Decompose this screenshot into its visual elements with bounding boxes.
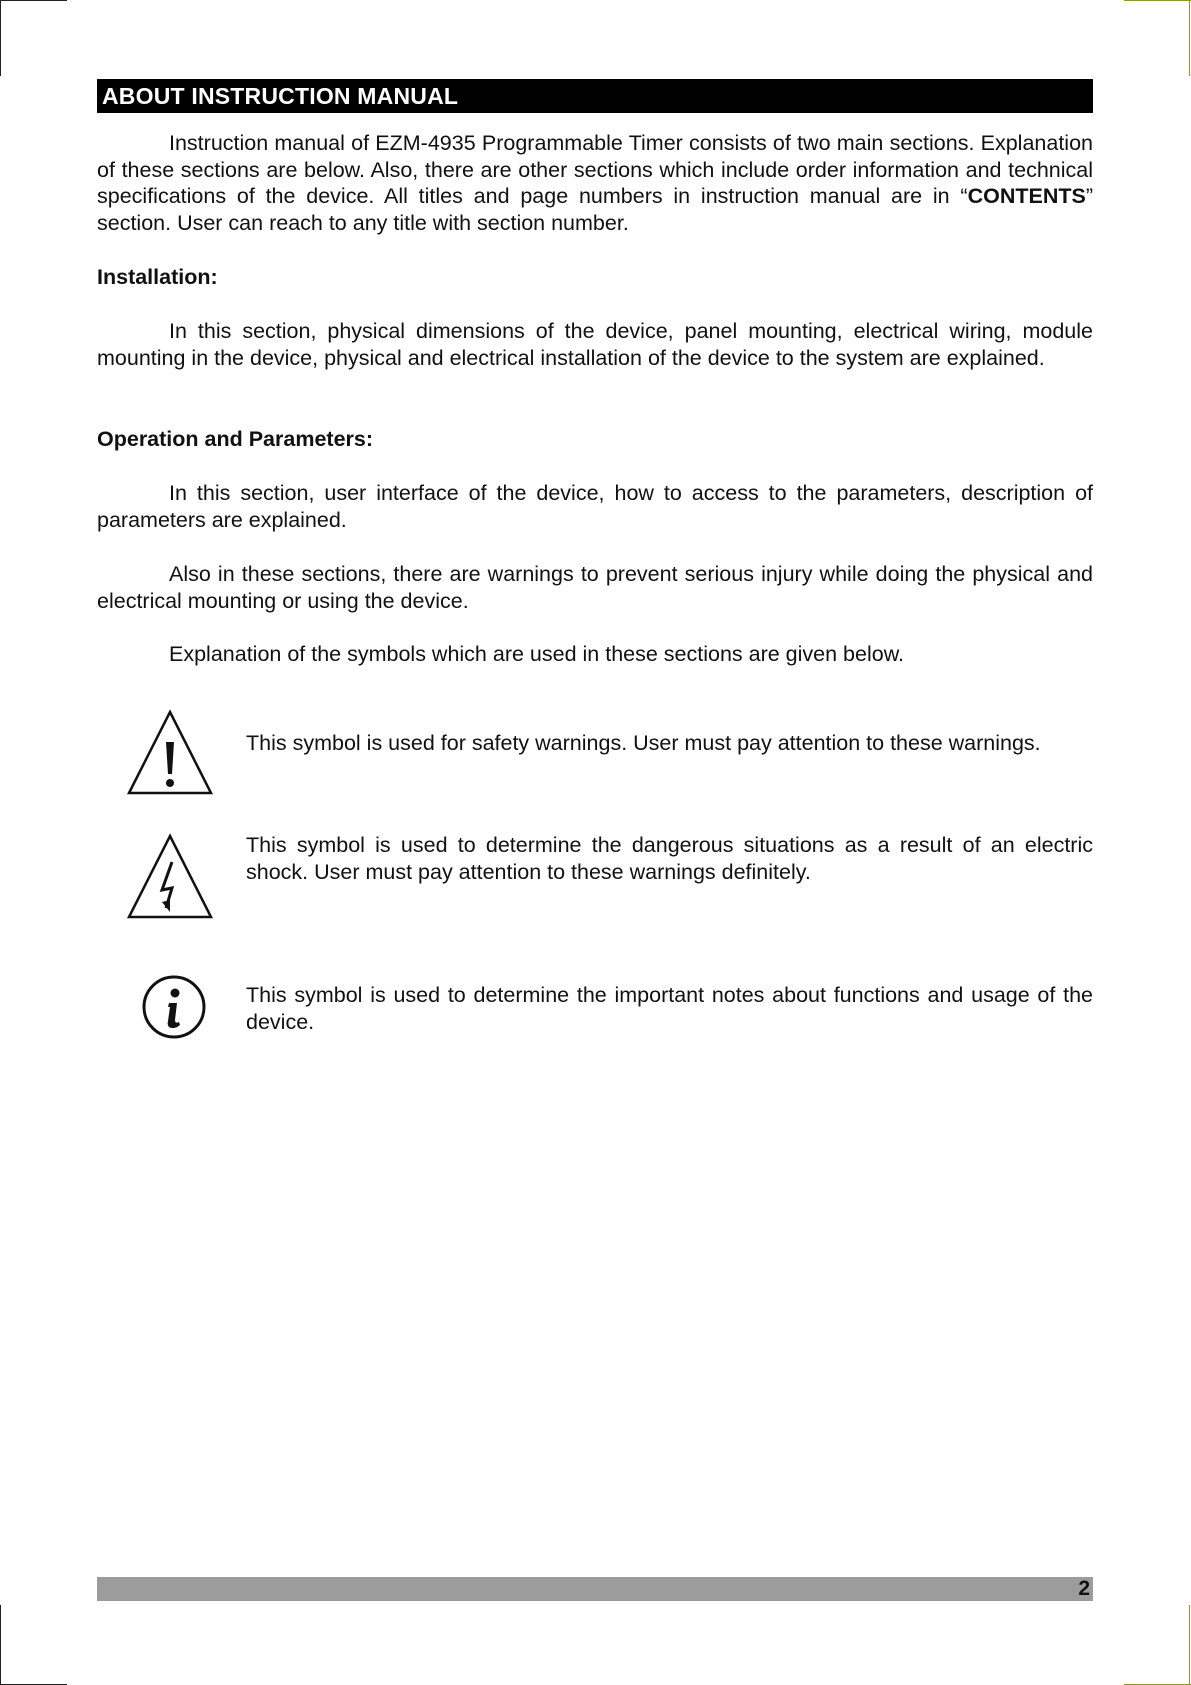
operation-heading: Operation and Parameters: [97, 427, 374, 451]
symbol-row-safety-warning [97, 708, 1093, 818]
intro-text-before: Instruction manual of EZM-4935 Programmable Timer consists of two main sections. Explanation of these sections are below. Also, there are other sections which include order information and technical specifications of the device. All titles and page numbers in instruction manual are in “ [97, 131, 1093, 208]
intro-text-after: ” section. User can reach to any title with section number. [97, 184, 1093, 235]
section-title-bar [97, 79, 1093, 113]
crop-mark-top-right [1124, 0, 1191, 1]
symbols-intro-paragraph: Explanation of the symbols which are used in these sections are given below. [169, 642, 905, 666]
installation-paragraph: In this section, physical dimensions of the device, panel mounting, electrical wiring, module mounting in the device, physical and electrical installation of the device to the system are explained. [97, 319, 1093, 370]
crop-mark-top-right-vertical [1189, 0, 1190, 76]
contents-keyword: CONTENTS [967, 184, 1086, 208]
electric-shock-icon [126, 832, 214, 925]
crop-mark-bottom-right-vertical [1189, 1605, 1190, 1685]
symbol-description: This symbol is used to determine the dangerous situations as a result of an electric shock. User must pay attention to these warnings definitely. [246, 833, 1093, 884]
symbol-row-electric-shock [97, 832, 1093, 942]
crop-mark-bottom-left-vertical [0, 1605, 1, 1685]
page-number: 2 [1078, 1577, 1090, 1600]
crop-mark-top-left-vertical [0, 0, 1, 76]
intro-paragraph [97, 130, 1093, 236]
section-title: ABOUT INSTRUCTION MANUAL [102, 83, 459, 109]
symbol-row-info [97, 972, 1093, 1082]
symbol-description: This symbol is used to determine the important notes about functions and usage of the device. [246, 983, 1093, 1034]
symbol-description: This symbol is used for safety warnings. User must pay attention to these warnings. [246, 731, 1041, 755]
warnings-paragraph: Also in these sections, there are warnings to prevent serious injury while doing the physical and electrical mounting or using the device. [97, 562, 1093, 613]
info-icon [141, 974, 207, 1045]
installation-heading: Installation: [97, 265, 218, 289]
operation-paragraph: In this section, user interface of the device, how to access to the parameters, description of parameters are explained. [97, 481, 1093, 532]
warning-triangle-icon [126, 708, 214, 801]
crop-mark-top-left [0, 0, 67, 1]
footer-bar [97, 1577, 1093, 1601]
